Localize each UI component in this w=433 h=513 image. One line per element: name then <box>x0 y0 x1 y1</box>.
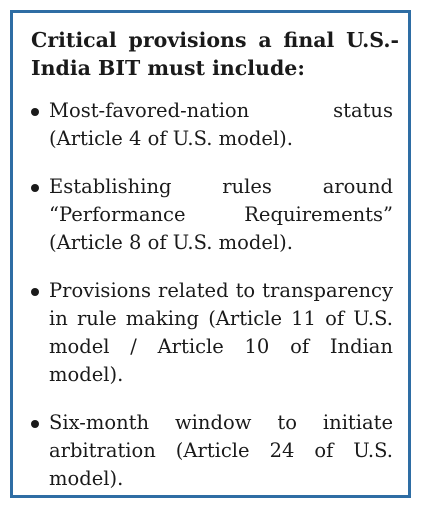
callout-heading: Critical provisions a final U.S.-India BIT must include: <box>31 28 399 80</box>
bullet-icon <box>31 108 39 116</box>
bullet-icon <box>31 420 39 428</box>
list-item-text: Six-month window to initiate arbitration (Article 24 of U.S. model). <box>49 411 393 490</box>
list-item <box>31 97 393 153</box>
provisions-list <box>31 97 393 513</box>
list-item <box>31 277 393 389</box>
bullet-icon <box>31 184 39 192</box>
list-item <box>31 409 393 493</box>
callout-box <box>10 10 411 498</box>
list-item-text: Provisions related to transparency in rule making (Article 11 of U.S. model / Article 10 of Indian model). <box>49 279 393 386</box>
list-item <box>31 173 393 257</box>
list-item-text: Most-favored-nation status (Article 4 of U.S. model). <box>49 99 393 150</box>
bullet-icon <box>31 288 39 296</box>
list-item-text: Establishing rules around “Performance Requirements” (Article 8 of U.S. model). <box>49 175 393 254</box>
